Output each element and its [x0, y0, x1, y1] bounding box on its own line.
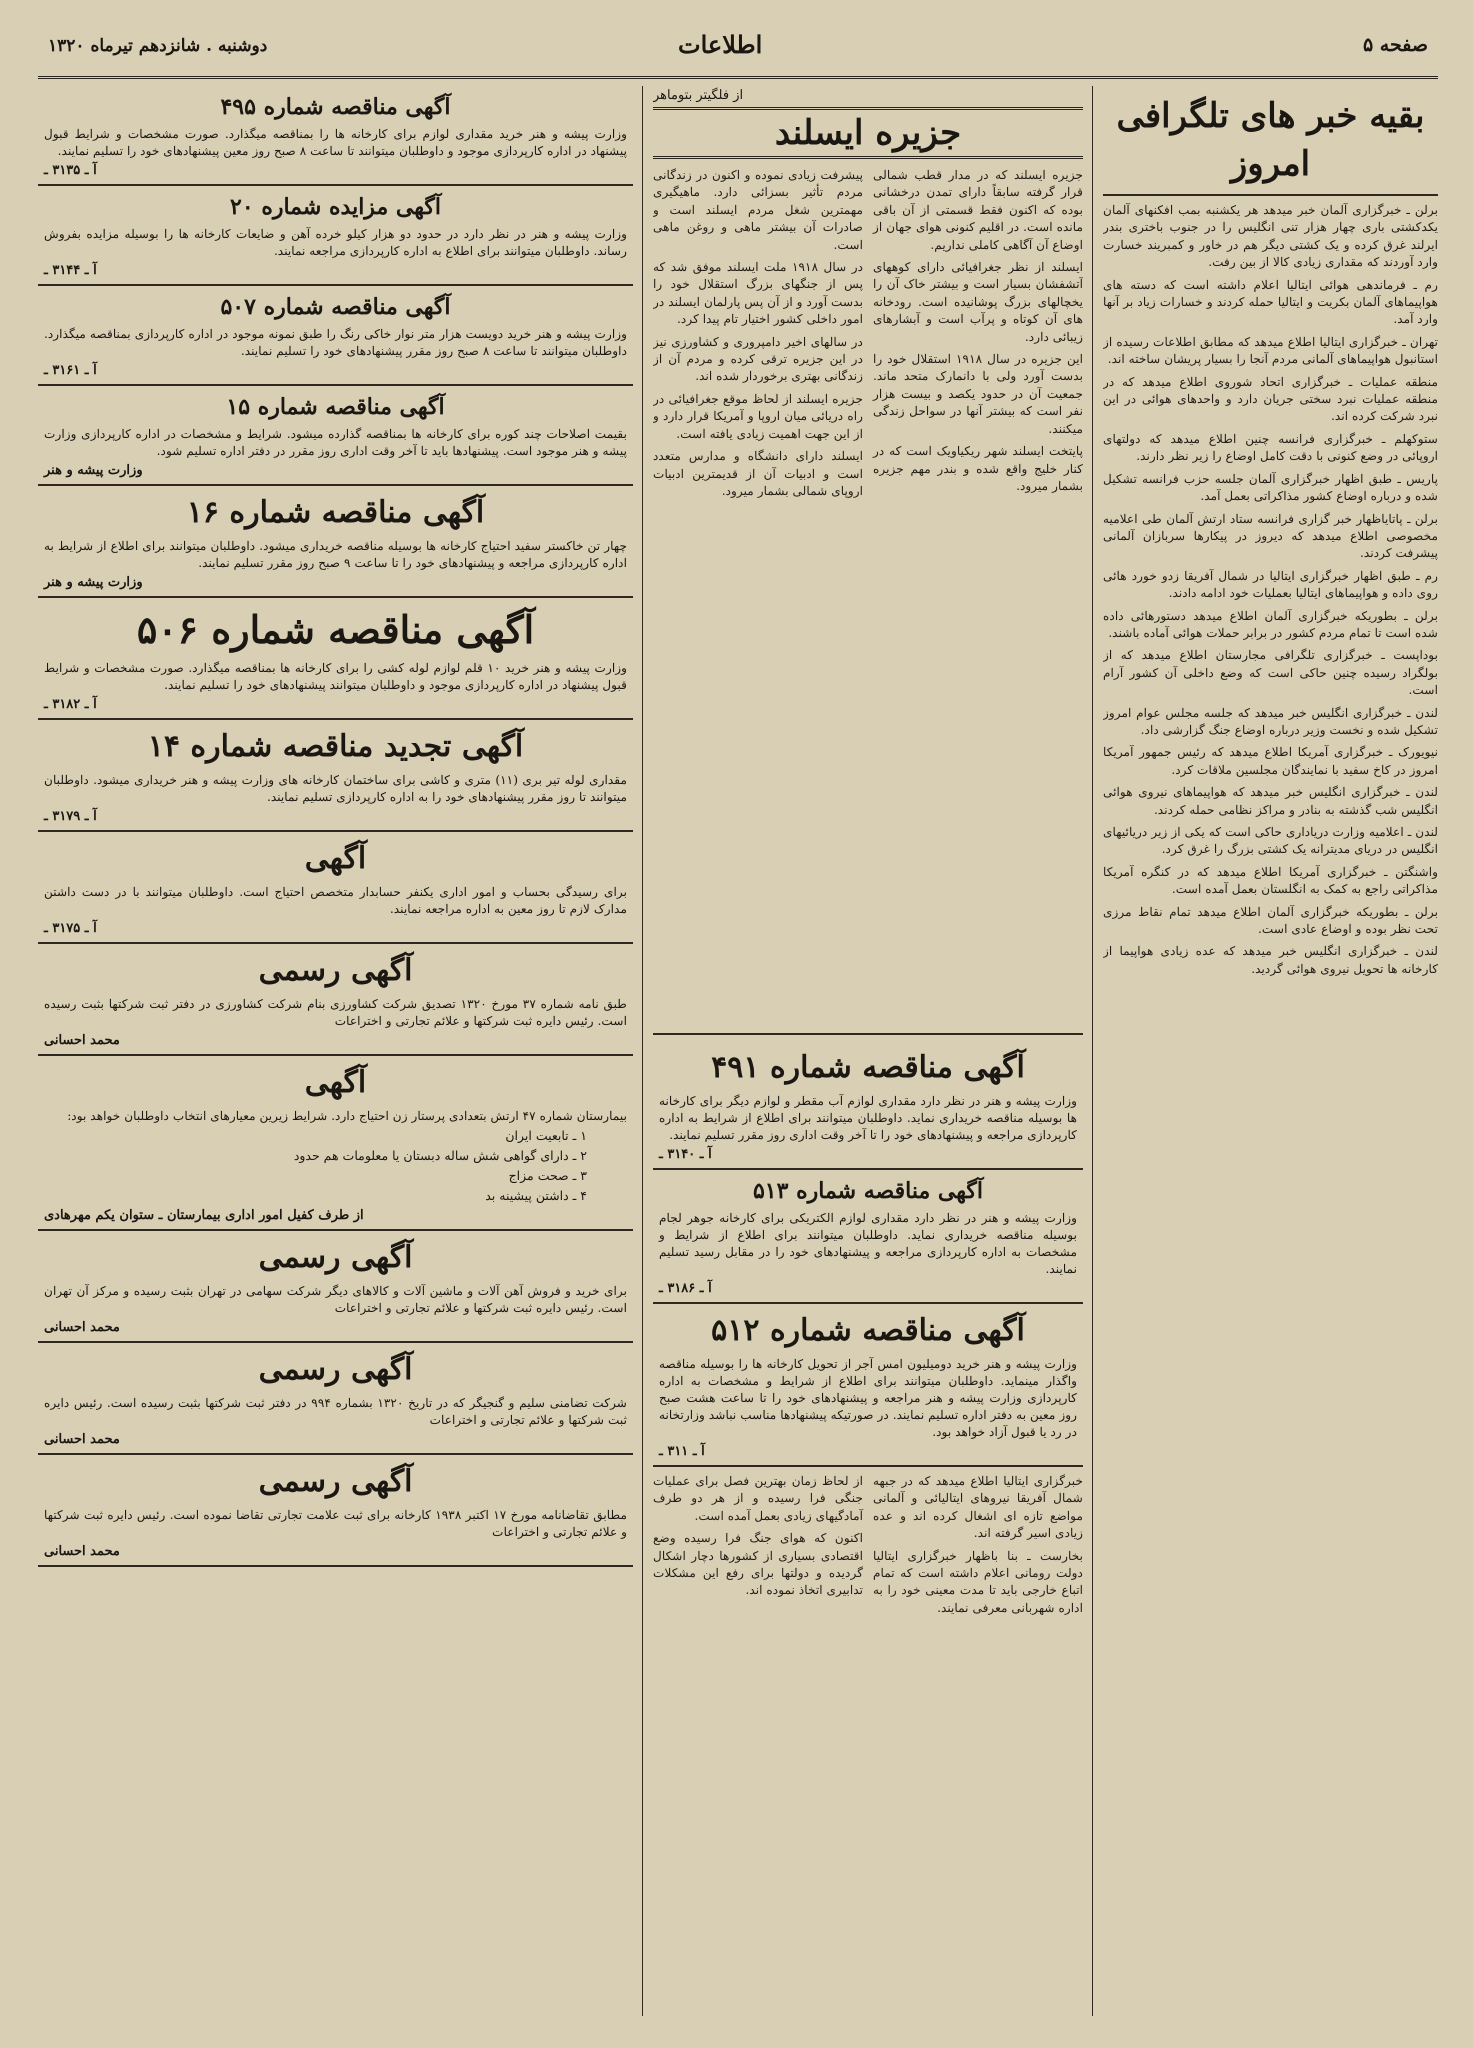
ad-title: آگهی: [304, 1065, 367, 1100]
ad-block: [653, 1170, 1083, 1304]
news-paragraph: نیویورک ـ خبرگزاری آمریکا اطلاع میدهد که رئیس جمهور آمریکا امروز در کاخ سفید با نمایندگان مجلسین ملاقات کرد.: [1103, 745, 1438, 777]
ad-body: برای خرید و فروش آهن آلات و ماشین آلات و کالاهای دیگر شرکت سهامی در تهران بثبت رسیده و مرکز آن تهران است. رئیس دایره ثبت شرکتها و علائم تجارتی و اختراعات: [44, 1284, 627, 1315]
ad-block: [38, 1231, 633, 1343]
feature-paragraph: این جزیره در سال ۱۹۱۸ استقلال خود را بدست آورد ولی با دانمارک متحد ماند. جمعیت آن در حدود یکصد و بیست هزار نفر است که بیشتر آنها در سواحل زندگی میکنند.: [873, 352, 1083, 436]
ad-body: بیمارستان شماره ۴۷ ارتش بتعدادی پرستار زن احتیاج دارد. شرایط زیرین معیارهای انتخاب داوطلبان خواهد بود:: [67, 1109, 627, 1123]
ad-footer: آ ـ ۳۱۱ ـ: [659, 1444, 705, 1459]
feature-paragraph: جزیره ایسلند از لحاظ موقع جغرافیائی در راه دریائی میان اروپا و آمریکا قرار دارد و از این جهت اهمیت زیادی یافته است.: [653, 391, 863, 441]
ad-footer: آ ـ ۳۱۸۲ ـ: [44, 697, 97, 712]
ad-title: آگهی مناقصه شماره ۵۰۷: [220, 294, 451, 320]
news-paragraph: ستوکهلم ـ خبرگزاری فرانسه چنین اطلاع میدهد که دولتهای اروپائی در وضع کنونی با دقت کامل اوضاع را زیر نظر دارند.: [1103, 431, 1438, 464]
ads-column: [38, 86, 633, 2016]
ad-block: [38, 1343, 633, 1455]
ad-title: آگهی مناقصه شماره ۴۹۱: [711, 1050, 1025, 1085]
feature-paragraph: پیشرفت زیادی نموده و اکنون در زندگانی مردم تأثیر بسزائی دارد. ماهیگیری مهمترین شغل مردم ایسلند است و صادرات آن بیشتر ماهی و روغن ماهی است.: [653, 168, 863, 252]
ad-title: آگهی مناقصه شماره ۵۱۲: [711, 1313, 1025, 1348]
ad-body: وزارت پیشه و هنر در نظر دارد در حدود دو هزار کیلو خرده آهن و ضایعات کارخانه ها را بوسیله مزایده بفروش رساند. داوطلبان میتوانند برای اطلاع به اداره کارپردازی مراجعه نمایند.: [44, 227, 627, 258]
newspaper-name: اطلاعات: [678, 30, 763, 59]
ad-title: آگهی مزایده شماره ۲۰: [230, 194, 441, 220]
ad-body: وزارت پیشه و هنر خرید دومیلیون امس آجر از تحویل کارخانه ها را بوسیله مناقصه واگذار مینماید. داوطلبان میتوانند برای اطلاع از شرایط و مشخصات به اداره کارپردازی وزارت پیشه و هنر مراجعه و پیشنهادهای خود را تا ساعت هشت صبح روز معین به دفتر اداره تسلیم نمایند. در صورتیکه پیشنهادها مناسب نباشد وزارتخانه در رد یا قبول آزاد خواهد بود.: [659, 1357, 1077, 1439]
ad-body: مطابق تقاضانامه مورخ ۱۷ اکتبر ۱۹۳۸ کارخانه برای ثبت علامت تجارتی تقاضا نموده است. رئیس دایره ثبت شرکتها و علائم تجارتی و اختراعات: [44, 1508, 627, 1539]
ad-block: [653, 1304, 1083, 1467]
ad-footer: محمد احسانی: [44, 1432, 120, 1447]
news-paragraph: برلن ـ بطوریکه خبرگزاری آلمان اطلاع میدهد دستورهائی داده شده است تا تمام مردم کشور در برابر حملات هوائی آماده باشند.: [1103, 608, 1438, 640]
ad-body: شرکت تضامنی سلیم و گنجیگر که در تاریخ ۱۳۲۰ بشماره ۹۹۴ در دفتر ثبت شرکتها بثبت رسیده است. رئیس دایره ثبت شرکتها و علائم تجارتی و اختراعات: [44, 1396, 627, 1427]
ad-body: وزارت پیشه و هنر خرید ۱۰ قلم لوازم لوله کشی را برای کارخانه ها بمناقصه میگذارد. صورت مشخصات و شرایط قبول پیشنهاد در اداره کارپردازی موجود و داوطلبان میتوانند پیشنهادهای خود را تسلیم نمایند.: [44, 661, 627, 692]
feature-paragraph: در سال ۱۹۱۸ ملت ایسلند موفق شد که پس از جنگهای بزرگ استقلال خود را بدست آورد و از آن پس پارلمان ایسلند در امور داخلی کشور اختیار تام پیدا کرد.: [653, 260, 864, 327]
ad-body: وزارت پیشه و هنر خرید دویست هزار متر نوار خاکی رنگ را طبق نمونه موجود در اداره کارپردازی بمناقصه میگذارد. داوطلبان میتوانند تا ساعت ۸ صبح روز مقرر پیشنهادهای خود را تسلیم نمایند.: [44, 327, 627, 358]
middle-ads: [653, 1041, 1083, 1467]
ad-footer: آ ـ ۳۱۷۵ ـ: [44, 921, 97, 936]
ad-block: [38, 186, 633, 286]
ad-footer: از طرف کفیل امور اداری بیمارستان ـ ستوان یکم مهرهادی: [44, 1208, 364, 1223]
ad-footer: آ ـ ۳۱۸۶ ـ: [659, 1281, 712, 1296]
ad-body: وزارت پیشه و هنر در نظر دارد مقداری لوازم الکتریکی برای کارخانه جوهر لجام بوسیله مناقصه خریداری نماید. داوطلبان میتوانند برای اطلاع از شرایط و مشخصات به اداره کارپردازی مراجعه و پیشنهادهای خود را در مقابل رسید تسلیم نمایند.: [659, 1211, 1077, 1276]
divider: [1103, 194, 1438, 196]
ad-title: آگهی مناقصه شماره ۴۹۵: [220, 94, 451, 120]
ad-block: [653, 1041, 1083, 1170]
ad-footer: آ ـ ۳۱۴۰ ـ: [659, 1147, 712, 1162]
news-paragraph: برلن ـ بطوریکه خبرگزاری آلمان اطلاع میدهد تمام نقاط مرزی تحت نظر بوده و اوضاع عادی است.: [1103, 904, 1438, 937]
feature-paragraph: در سالهای اخیر دامپروری و کشاورزی نیز در این جزیره ترقی کرده و مردم آن از زندگانی بهتری برخوردار شده اند.: [653, 334, 863, 384]
ad-block: [38, 1056, 633, 1231]
ad-list-item: ۱ ـ تابعیت ایران: [505, 1128, 587, 1143]
ad-footer: آ ـ ۳۱۶۱ ـ: [44, 363, 97, 378]
telegraph-news-column: [1103, 86, 1438, 2016]
feature-body: [653, 167, 1083, 1027]
ad-body: بقیمت اصلاحات چند کوره برای کارخانه ها بمناقصه گذارده میشود. شرایط و مشخصات در اداره کارپردازی وزارت پیشه و هنر موجود است. پیشنهادها باید تا آخر وقت اداری روز مقرر در دفتر اداره تسلیم شود.: [44, 427, 627, 458]
news-paragraph: رم ـ طبق اظهار خبرگزاری ایتالیا در شمال آفریقا زدو خورد هائی روی داده و هواپیماهای ایتالیا بعملیات خود ادامه دادند.: [1103, 568, 1438, 601]
feature-paragraph: ایسلند دارای دانشگاه و مدارس متعدد است و ادبیات آن از قدیمترین ادبیات اروپای شمالی بشمار میرود.: [653, 449, 863, 498]
ad-block: [38, 720, 633, 832]
ad-block: [38, 286, 633, 386]
ad-list-item: ۳ ـ صحت مزاج: [508, 1168, 587, 1183]
issue-date: دوشنبه . شانزدهم تیرماه ۱۳۲۰: [48, 36, 268, 56]
masthead: [38, 24, 1438, 79]
ad-block: [38, 944, 633, 1056]
news-paragraph: لندن ـ خبرگزاری انگلیس خبر میدهد که عده زیادی هواپیما از کارخانه ها تحویل نیروی هوائی گردید.: [1103, 944, 1438, 976]
news-paragraph: واشنگتن ـ خبرگزاری آمریکا اطلاع میدهد که در کنگره آمریکا مذاکراتی راجع به کمک به انگلستان بعمل آمده است.: [1103, 864, 1438, 897]
ad-body: چهار تن خاکستر سفید احتیاج کارخانه ها بوسیله مناقصه خریداری میشود. داوطلبان میتوانند برای اطلاع از شرایط به اداره کارپردازی مراجعه و پیشنهادهای خود را تا ساعت ۹ صبح روز مقرر تسلیم نمایند.: [44, 539, 627, 570]
ad-footer: محمد احسانی: [44, 1033, 120, 1048]
news-paragraphs: [1103, 202, 1438, 978]
ad-block: [38, 832, 633, 944]
ad-block: [38, 598, 633, 720]
ad-list-item: ۲ ـ دارای گواهی شش ساله دبستان یا معلومات هم حدود: [293, 1148, 587, 1163]
lower-news-column: [653, 1473, 863, 1622]
divider: [653, 1033, 1083, 1035]
ad-footer: آ ـ ۳۱۷۹ ـ: [44, 809, 97, 824]
ad-block: [38, 386, 633, 486]
news-paragraph: لندن ـ خبرگزاری انگلیس خبر میدهد که هواپیماهای نیروی هوائی انگلیس شب گذشته به بنادر و مراکز نظامی حمله کردند.: [1103, 785, 1438, 817]
feature-paragraph: پایتخت ایسلند شهر ریکیاویک است که در کنار خلیج واقع شده و بندر مهم جزیره بشمار میرود.: [873, 444, 1083, 493]
lower-news-paragraph: اکنون که هوای جنگ فرا رسیده وضع اقتصادی بسیاری از کشورها دچار اشکال گردیده و دولتها برای رفع این مشکلات تدابیری اتخاذ نموده اند.: [653, 1531, 863, 1598]
center-column: [653, 86, 1083, 2016]
ads-list: [38, 86, 633, 1567]
news-paragraph: برلن ـ خبرگزاری آلمان خبر میدهد هر یکشنبه بمب افکنهای آلمان یکدکشتی باری چهار هزار تنی انگلیس را در جنوب باختری بندر ایرلند غرق کرده و یک کشتی دیگر هم در خاور و کمبریند خسارت وارد آوردند که مقداری زیادی کالا از بین رفت.: [1103, 203, 1438, 270]
feature-byline: از فلگیتر بتوماهر: [653, 88, 744, 103]
ad-title: آگهی رسمی: [258, 1352, 413, 1387]
ad-body: طبق نامه شماره ۳۷ مورخ ۱۳۲۰ تصدیق شرکت کشاورزی بنام شرکت کشاورزی در دفتر ثبت شرکتها بثبت رسیده است. رئیس دایره ثبت شرکتها و علائم تجارتی و اختراعات: [44, 997, 628, 1028]
ad-title: آگهی مناقصه شماره ۵۱۳: [752, 1178, 983, 1204]
news-paragraph: رم ـ فرماندهی هوائی ایتالیا اعلام داشته است که دسته های هواپیماهای آلمان بکریت و ایتالیا حمله کردند و خسارات زیاد بر آنها وارد آمد.: [1103, 277, 1438, 327]
ad-block: [38, 1455, 633, 1567]
ad-title: آگهی مناقصه شماره ۱۶: [186, 495, 485, 530]
news-paragraph: برلن ـ پاتایاظهار خبر گزاری فرانسه ستاد ارتش آلمان طی اعلامیه مخصوصی اطلاع میدهد که دیروز در پیکارها سربازان آلمانی پیشرفت کردند.: [1103, 511, 1438, 561]
ad-body: وزارت پیشه و هنر در نظر دارد مقداری لوازم آب مقطر و لوازم دیگر برای کارخانه ها بوسیله مناقصه خریداری نماید. داوطلبان میتوانند برای اطلاع از شرایط به اداره کارپردازی مراجعه و پیشنهادهای خود را تا آخر وقت اداری روز مقرر تسلیم نمایند.: [659, 1094, 1077, 1142]
ad-block: [38, 486, 633, 598]
news-paragraph: بوداپست ـ خبرگزاری تلگرافی مجارستان اطلاع میدهد که از بولگراد رسیده چنین حاکی است که وضع داخلی آن کشور آرام است.: [1103, 648, 1438, 698]
ad-title: آگهی رسمی: [258, 1464, 413, 1499]
column-rule: [642, 86, 643, 2016]
feature-title: جزیره ایسلند: [653, 107, 1083, 159]
ad-block: [38, 86, 633, 186]
feature-column-left: [653, 167, 863, 1027]
ad-footer: محمد احسانی: [44, 1320, 120, 1335]
ad-body: برای رسیدگی بحساب و امور اداری یکنفر حسابدار متخصص احتیاج است. داوطلبان میتوانند با در دست داشتن مدارک لازم تا روز معین به اداره مراجعه نمایند.: [44, 885, 627, 916]
news-paragraph: لندن ـ اعلامیه وزارت دریاداری حاکی است که یکی از زیر دریائیهای انگلیس در دریای مدیترانه یک کشتی بزرگ را غرق کرد.: [1103, 825, 1438, 857]
feature-paragraph: جزیره ایسلند که در مدار قطب شمالی قرار گرفته سابقاً دارای تمدن درخشانی بوده که اکنون فقط قسمتی از آن باقی مانده است. در اقلیم کنونی هوای جهان از اوضاع آن آگاهی کاملی نداریم.: [873, 168, 1083, 252]
lower-news-paragraph: خبرگزاری ایتالیا اطلاع میدهد که در جبهه شمال آفریقا نیروهای ایتالیائی و آلمانی مواضع تازه ای اشغال کرده اند و عده زیادی اسیر گرفته اند.: [873, 1474, 1083, 1541]
ad-footer: محمد احسانی: [44, 1544, 120, 1559]
ad-body: مقداری لوله تیر بری (۱۱) متری و کاشی برای ساختمان کارخانه های وزارت پیشه و هنر خریداری میشود. داوطلبان میتوانند تا روز مقرر پیشنهادهای خود را به اداره کارپردازی تسلیم نمایند.: [44, 773, 627, 804]
ad-footer: آ ـ ۳۱۴۴ ـ: [44, 263, 97, 278]
newspaper-page: [38, 24, 1438, 2024]
ad-footer: وزارت پیشه و هنر: [44, 463, 143, 478]
lower-news-column: [873, 1473, 1083, 1622]
page-number: صفحه ۵: [1362, 34, 1428, 56]
news-banner: بقیه خبر های تلگرافی امروز: [1116, 96, 1425, 184]
ad-title: آگهی: [304, 841, 367, 876]
news-paragraph: پاریس ـ طبق اظهار خبرگزاری آلمان جلسه حزب فرانسه تشکیل شده و درباره اوضاع کشور مذاکراتی بعمل آمد.: [1103, 471, 1438, 504]
ad-list-item: ۴ ـ داشتن پیشینه بد: [485, 1188, 587, 1203]
ad-title: آگهی مناقصه شماره ۱۵: [226, 394, 445, 420]
ad-title: آگهی مناقصه شماره ۵۰۶: [136, 607, 535, 652]
lower-news: [653, 1473, 1083, 1622]
column-rule: [1092, 86, 1093, 2016]
lower-news-paragraph: از لحاظ زمان بهترین فصل برای عملیات جنگی فرا رسیده و از هر دو طرف آمادگیهای زیادی بعمل آمده است.: [653, 1474, 863, 1523]
ad-title: آگهی رسمی: [258, 953, 413, 988]
lower-news-paragraph: بخارست ـ بنا باظهار خبرگزاری ایتالیا دولت رومانی اعلام داشته است که تمام اتباع خارجی باید تا مدت معینی خود را به اداره شهربانی معرفی نمایند.: [873, 1548, 1083, 1615]
ad-footer: آ ـ ۳۱۳۵ ـ: [44, 163, 97, 178]
ad-title: آگهی رسمی: [258, 1240, 413, 1275]
news-paragraph: لندن ـ خبرگزاری انگلیس خبر میدهد که جلسه مجلس عوام امروز تشکیل شده و نخست وزیر درباره اوضاع جنگ گزارشی داد.: [1103, 705, 1438, 737]
ad-footer: وزارت پیشه و هنر: [44, 575, 143, 590]
news-paragraph: منطقه عملیات ـ خبرگزاری اتحاد شوروی اطلاع میدهد که در منطقه عملیات نبرد سختی جریان دارد و واحدهای هوائی در این نبرد شرکت کرده اند.: [1103, 374, 1438, 424]
feature-column-right: [873, 167, 1083, 1027]
ad-body: وزارت پیشه و هنر خرید مقداری لوازم برای کارخانه ها را بمناقصه میگذارد. صورت مشخصات و شرایط قبول پیشنهاد در اداره کارپردازی موجود و داوطلبان میتوانند تا ساعت ۸ صبح روز معین پیشنهادهای خود را تسلیم نمایند.: [44, 127, 627, 158]
news-paragraph: تهران ـ خبرگزاری ایتالیا اطلاع میدهد که مطابق اطلاعات رسیده از استانبول هواپیماهای آلمانی مردم آنجا را بسیار پریشان ساخته اند.: [1103, 334, 1438, 367]
ad-title: آگهی تجدید مناقصه شماره ۱۴: [147, 729, 524, 764]
feature-paragraph: ایسلند از نظر جغرافیائی دارای کوههای آتشفشان بسیار است و بیشتر خاک آن را یخچالهای بزرگ پوشانیده است. رودخانه های آن کوتاه و پرآب است و آبشارهای زیبائی دارد.: [873, 260, 1083, 344]
